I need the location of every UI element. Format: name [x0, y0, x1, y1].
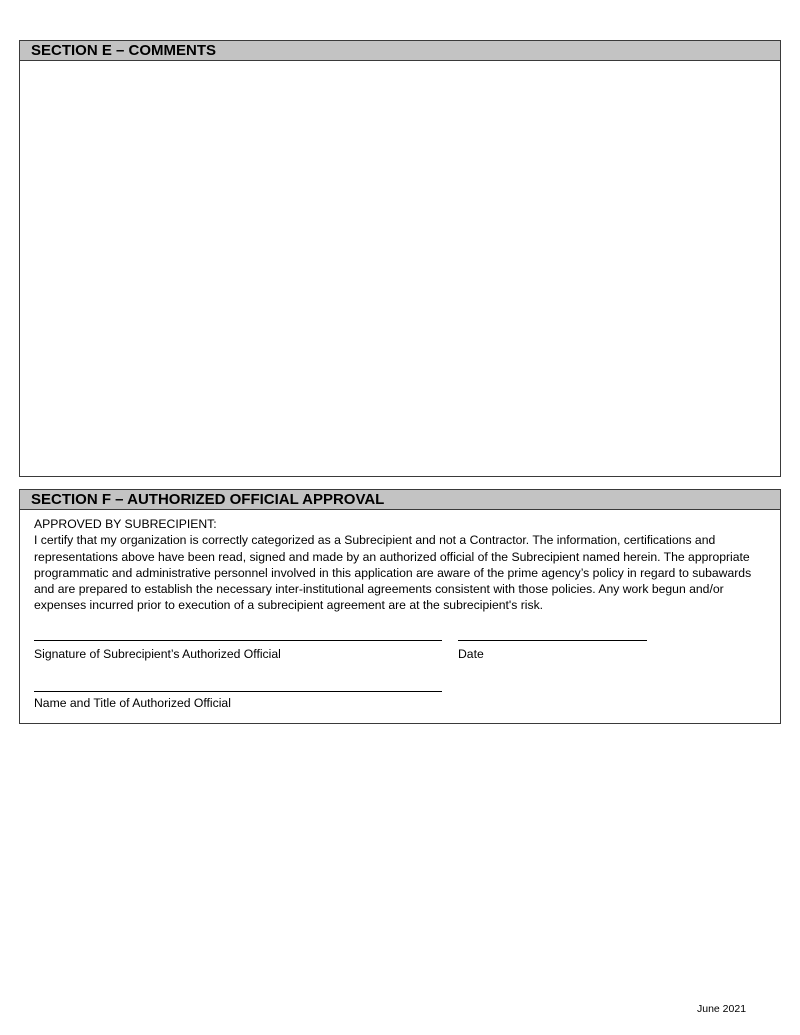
signature-label: Signature of Subrecipient’s Authorized Official: [34, 647, 281, 661]
section-e-title: SECTION E – COMMENTS: [20, 41, 780, 61]
section-e-comments: [19, 40, 781, 477]
date-line[interactable]: [458, 640, 647, 641]
approved-by-label: APPROVED BY SUBRECIPIENT:: [34, 517, 217, 531]
section-f-title: SECTION F – AUTHORIZED OFFICIAL APPROVAL: [20, 490, 780, 510]
certification-block: [34, 516, 769, 614]
certification-text: I certify that my organization is correctly categorized as a Subrecipient and not a Contractor. The information, certifications and representations above have been read, signed and made by an authorized official of the Subrecipient named herein. The appropriate programmatic and administrative personnel involved in this application are aware of the prime agency’s policy in regard to subawards and are prepared to establish the necessary inter-institutional agreements consistent with those policies. Any work begun and/or expenses incurred prior to execution of a subrecipient agreement are at the subrecipient's risk.: [34, 533, 752, 613]
date-label: Date: [458, 647, 484, 661]
comments-field[interactable]: [20, 61, 780, 476]
signature-line[interactable]: [34, 640, 442, 641]
name-title-line[interactable]: [34, 691, 442, 692]
section-f-approval: [19, 489, 781, 724]
name-title-label: Name and Title of Authorized Official: [34, 696, 231, 710]
footer-revision-date: June 2021: [697, 1003, 747, 1015]
